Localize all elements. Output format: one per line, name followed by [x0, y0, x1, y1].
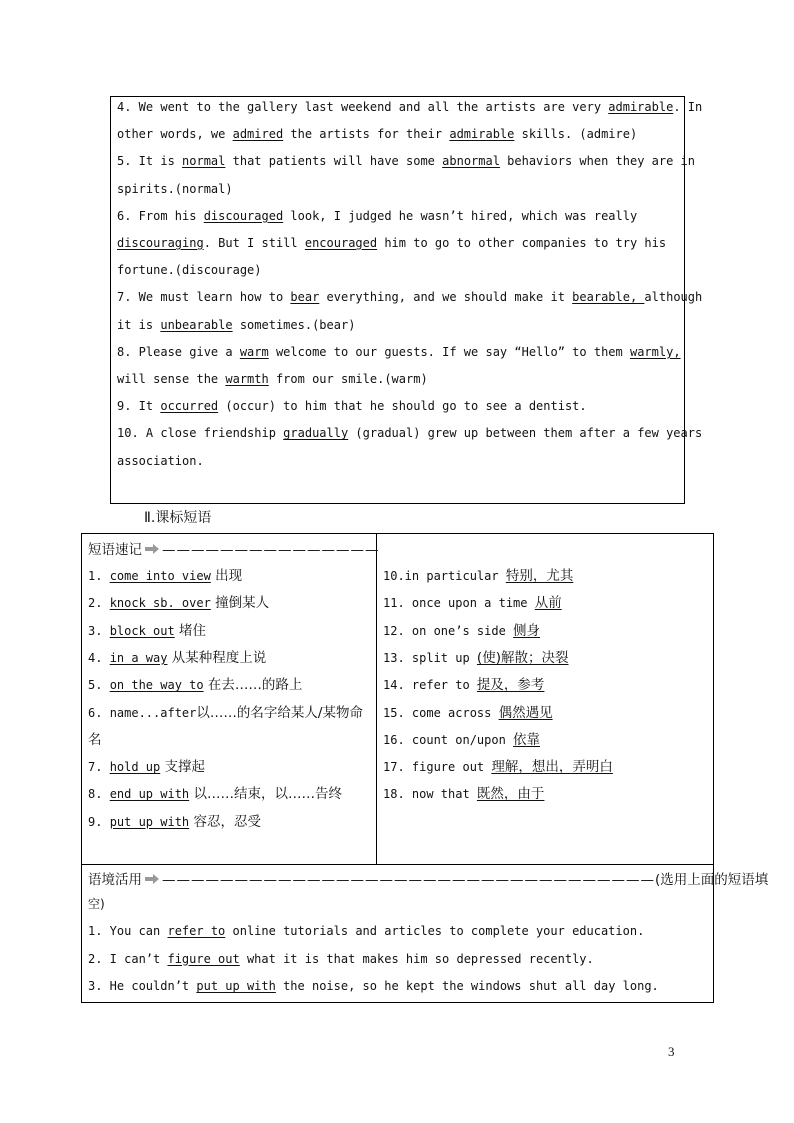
sentence-text: 10. A close friendship: [117, 426, 284, 441]
phrase-meaning: 以……的名字给某人/某物命: [196, 704, 363, 721]
answer-blank: warmly,: [629, 344, 681, 359]
context-sentence: [88, 924, 644, 938]
left-header: 短语速记: [88, 542, 142, 558]
phrase-english: 18. now that: [383, 787, 477, 802]
phrase-meaning: 支撑起: [160, 759, 206, 776]
page-number: 3: [668, 1044, 675, 1059]
sentence-text: 8. Please give a: [117, 344, 240, 359]
phrase-item: [88, 673, 302, 693]
phrase-item: [383, 755, 613, 775]
item-number: 7.: [88, 760, 110, 775]
phrase-item: [383, 564, 573, 584]
sentence-text: spirits.(normal): [117, 181, 233, 196]
item-number: 6.: [88, 705, 110, 720]
phrase-meaning: 以……结束，以……告终: [189, 786, 342, 803]
sentence-text: . In: [673, 100, 703, 114]
item-number: 4.: [88, 650, 110, 665]
exercise-line: [117, 154, 696, 169]
exercise-line: [117, 318, 682, 332]
sentence-text: . But I still: [203, 236, 305, 250]
phrase-item: [383, 728, 540, 748]
phrase-meaning: 在去……的路上: [203, 677, 303, 694]
phrase-item: [383, 591, 562, 611]
sentence-text: 9. It: [117, 399, 161, 414]
exercise-line: [117, 263, 682, 277]
exercise-line: [117, 399, 682, 413]
sentence-text: 1. You can: [88, 924, 168, 938]
sentence-text: other words, we: [117, 127, 233, 142]
phrase-english: 17. figure out: [383, 760, 492, 775]
column-divider: [376, 534, 377, 865]
phrase-meaning: 出现: [210, 568, 243, 584]
sentence-text: 2. I can’t: [88, 951, 168, 966]
phrase-answer: end up with: [109, 787, 190, 802]
context-note: (选用上面的短语填: [655, 872, 769, 888]
sentence-text: the artists for their: [283, 127, 450, 142]
phrase-item: [88, 810, 261, 830]
item-number: 2.: [88, 596, 110, 611]
row-divider: [82, 864, 713, 865]
phrase-meaning: 从某种程度上说: [167, 649, 267, 666]
phrase-meaning: 名: [88, 731, 102, 748]
phrase-english: 10.in particular: [383, 569, 506, 583]
phrase-meaning-answer: 理解，想出，弄明白: [491, 759, 613, 776]
context-header: 语境活用: [88, 872, 142, 888]
sentence-text: (occur) to him that he should go to see a dentist.: [218, 399, 587, 414]
answer-blank: encouraged: [304, 236, 378, 250]
item-number: 5.: [88, 678, 110, 693]
sentence-text: (gradual) grew up between them after a few years: [348, 426, 703, 441]
sentence-text: him to go to other companies to try his: [377, 236, 667, 250]
exercise-line: [117, 127, 682, 141]
answer-blank: admirable: [608, 100, 674, 114]
sentence-text: welcome to our guests. If we say “Hello” to them: [268, 344, 630, 359]
answer-blank: abnormal: [442, 154, 500, 169]
phrase-item: [88, 619, 206, 639]
phrase-answer: hold up: [109, 760, 161, 775]
phrase-english: 16. count on/upon: [383, 732, 514, 747]
phrase-item: [88, 564, 242, 584]
phrase-meaning: 撞倒某人: [210, 595, 270, 612]
sentence-text: what it is that makes him so depressed recently.: [239, 951, 594, 966]
item-number: 3.: [88, 623, 110, 638]
sentence-text: sometimes.(bear): [232, 317, 356, 332]
sentence-text: 7. We must learn how to: [117, 290, 291, 305]
phrase-meaning: 容忍，忍受: [189, 813, 261, 830]
exercise-line: [117, 100, 703, 114]
sentence-text: fortune.(discourage): [117, 263, 262, 278]
phrase-item: [88, 782, 342, 802]
phrase-english: 13. split up: [383, 650, 477, 665]
phrase-item: [383, 782, 544, 802]
phrase-meaning-answer: 依靠: [513, 731, 541, 748]
phrase-item: [88, 591, 269, 611]
answer-blank: bear: [290, 290, 320, 305]
section-heading: Ⅱ.课标短语: [144, 510, 212, 526]
exercise-line: [117, 372, 682, 386]
phrase-meaning-answer: 偶然遇见: [498, 704, 553, 721]
sentence-text: behaviors when they are in: [499, 154, 696, 169]
item-number: 1.: [88, 569, 110, 583]
answer-blank: warm: [239, 344, 269, 359]
phrase-item: [383, 673, 544, 693]
phrase-answer: name...after: [109, 705, 197, 720]
arrow-right-icon: [144, 543, 160, 555]
phrase-answer: in a way: [109, 650, 168, 665]
exercise-line: [117, 426, 703, 441]
sentence-text: it is: [117, 317, 161, 332]
context-note-cont: 空): [88, 897, 105, 911]
answer-blank: warmth: [225, 372, 269, 386]
phrase-answer: knock sb. over: [109, 596, 211, 611]
phrase-meaning-answer: 提及，参考: [476, 677, 545, 694]
exercise-line: [117, 454, 682, 468]
phrase-item: [383, 701, 553, 721]
answer-blank: normal: [182, 154, 226, 169]
exercise-line: [117, 345, 682, 359]
answer-blank: admirable: [449, 127, 515, 142]
phrase-meaning-answer: (使)解散；决裂: [476, 649, 569, 666]
phrase-item: [88, 755, 205, 775]
answer-blank: put up with: [196, 979, 276, 993]
exercise-line: [117, 182, 682, 196]
sentence-text: everything, and we should make it: [319, 290, 573, 305]
phrase-english: 11. once upon a time: [383, 596, 535, 611]
phrase-answer: block out: [109, 623, 175, 638]
phrase-meaning-answer: 侧身: [513, 622, 541, 639]
exercise-line: [117, 236, 682, 250]
context-header-row: [88, 868, 768, 888]
phrase-item: [88, 701, 363, 721]
sentence-text: 5. It is: [117, 154, 183, 169]
context-header-dashes: ——————————————————————————————————: [162, 872, 655, 888]
phrase-item: [383, 646, 568, 666]
phrase-meaning-answer: 特别，尤其: [505, 568, 574, 584]
item-number: 9.: [88, 814, 110, 829]
phrase-answer: come into view: [109, 569, 211, 583]
phrase-item: [88, 646, 266, 666]
phrase-english: 14. refer to: [383, 678, 477, 693]
answer-blank: refer to: [167, 924, 226, 938]
sentence-text: from our smile.(warm): [268, 372, 428, 386]
context-sentence: [88, 979, 659, 993]
answer-blank: discouraging: [117, 236, 204, 250]
phrase-english: 12. on one’s side: [383, 623, 514, 638]
sentence-text: 4. We went to the gallery last weekend and all the artists are very: [117, 100, 609, 114]
exercise-box: [110, 96, 703, 504]
phrase-item: [88, 728, 102, 748]
answer-blank: discouraged: [203, 208, 284, 223]
sentence-text: the noise, so he kept the windows shut all day long.: [275, 979, 659, 993]
sentence-text: association.: [117, 453, 204, 468]
phrase-answer: on the way to: [109, 678, 204, 693]
answer-blank: gradually: [283, 426, 349, 441]
arrow-right-icon: [144, 873, 160, 885]
left-header-row: [88, 538, 380, 558]
phrase-table: [81, 533, 769, 1003]
answer-blank: unbearable: [160, 317, 233, 332]
exercise-line: [117, 290, 703, 305]
answer-blank: admired: [232, 127, 284, 142]
answer-blank: bearable,: [572, 290, 645, 305]
exercise-line: [117, 209, 682, 223]
sentence-text: skills. (admire): [514, 127, 638, 142]
answer-blank: occurred: [160, 399, 219, 414]
phrase-item: [383, 619, 540, 639]
sentence-text: that patients will have some: [225, 154, 443, 169]
sentence-text: look, I judged he wasn’t hired, which was really: [283, 208, 638, 223]
phrase-meaning-answer: 既然，由于: [476, 786, 545, 803]
phrase-english: 15. come across: [383, 705, 499, 720]
left-header-dashes: ———————————————: [162, 542, 380, 558]
phrase-meaning: 堵住: [174, 622, 207, 639]
item-number: 8.: [88, 787, 110, 802]
phrase-answer: put up with: [109, 814, 190, 829]
sentence-text: will sense the: [117, 372, 226, 386]
sentence-text: 3. He couldn’t: [88, 979, 197, 993]
sentence-text: although: [644, 290, 703, 305]
phrase-meaning-answer: 从前: [534, 595, 562, 612]
sentence-text: 6. From his: [117, 208, 204, 223]
context-sentence: [88, 952, 594, 966]
answer-blank: figure out: [167, 951, 240, 966]
sentence-text: online tutorials and articles to complete your education.: [225, 924, 645, 938]
